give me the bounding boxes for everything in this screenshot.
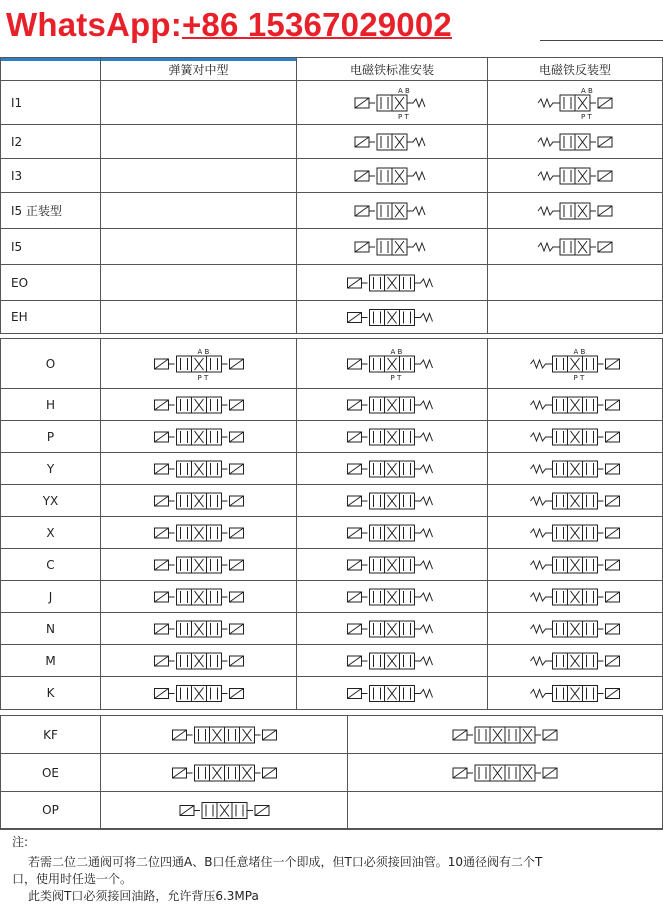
port-label-ab: A B (398, 86, 410, 95)
table-row (1, 549, 663, 581)
cell-standard-mount (297, 581, 488, 613)
row-label: OE (1, 754, 101, 792)
valve-symbol-icon (297, 614, 487, 644)
valve-symbol-icon (488, 126, 662, 158)
valve-symbol-icon (102, 550, 296, 580)
port-label-pt: P T (197, 373, 208, 382)
header-reverse-mount: 电磁铁反装型 (488, 58, 663, 81)
cell-reverse-mount (488, 81, 663, 125)
valve-symbol-icon (488, 550, 662, 580)
row-label: Y (1, 453, 101, 485)
valve-symbol-icon (488, 422, 662, 452)
valve-symbol-icon (102, 454, 296, 484)
valve-symbol-icon (297, 550, 487, 580)
valve-symbol-icon (297, 582, 487, 612)
cell-standard-mount (101, 754, 348, 792)
table-row (1, 581, 663, 613)
cell-spring-centered (101, 159, 297, 193)
cell-reverse-mount (348, 792, 663, 829)
cell-spring-centered (101, 81, 297, 125)
row-label: K (1, 677, 101, 710)
cell-standard-mount (297, 193, 488, 229)
cell-reverse-mount (488, 159, 663, 193)
valve-symbol-icon (355, 755, 655, 791)
row-label: X (1, 517, 101, 549)
valve-symbol-icon (297, 486, 487, 516)
row-label: I5 正装型 (1, 193, 101, 229)
cell-reverse-mount (488, 677, 663, 710)
valve-symbol-icon (488, 160, 662, 192)
row-label: YX (1, 485, 101, 517)
cell-standard-mount (297, 159, 488, 193)
valve-symbol-icon (297, 302, 487, 333)
cell-reverse-mount (488, 389, 663, 421)
valve-symbol-icon (297, 82, 487, 124)
whatsapp-label: WhatsApp: (6, 6, 182, 43)
table-row (1, 517, 663, 549)
cell-standard-mount (297, 339, 488, 389)
table-header-row (1, 58, 663, 81)
cell-standard-mount (297, 125, 488, 159)
cell-reverse-mount (488, 125, 663, 159)
cell-spring-centered (101, 265, 297, 301)
valve-symbol-icon (102, 717, 347, 753)
cell-spring-centered (101, 193, 297, 229)
valve-table-section1 (0, 57, 663, 334)
cell-spring-centered (101, 645, 297, 677)
valve-symbol-icon (488, 230, 662, 264)
table-row (1, 421, 663, 453)
valve-symbol-icon (488, 646, 662, 676)
cell-spring-centered (101, 229, 297, 265)
table-row (1, 677, 663, 710)
valve-symbol-icon (297, 422, 487, 452)
cell-standard-mount (297, 453, 488, 485)
cell-standard-mount (101, 716, 348, 754)
valve-symbol-icon (355, 717, 655, 753)
valve-symbol-icon (102, 486, 296, 516)
table-row (1, 125, 663, 159)
valve-symbol-icon (488, 390, 662, 420)
valve-symbol-icon (297, 678, 487, 709)
valve-symbol-icon (297, 340, 487, 388)
valve-symbol-icon (297, 646, 487, 676)
note-line-3: 此类阀T口必须接回油路，允许背压6.3MPa (28, 889, 259, 903)
cell-reverse-mount (488, 229, 663, 265)
port-label-pt: P T (398, 112, 409, 121)
valve-symbol-icon (102, 793, 347, 828)
cell-reverse-mount (348, 716, 663, 754)
cell-spring-centered (101, 125, 297, 159)
cell-reverse-mount (488, 517, 663, 549)
table-row (1, 645, 663, 677)
cell-reverse-mount (488, 339, 663, 389)
cell-reverse-mount (488, 265, 663, 301)
row-label: I3 (1, 159, 101, 193)
valve-symbol-icon (488, 486, 662, 516)
note-line-1: 若需二位二通阀可将二位四通A、B口任意堵住一个即成，但T口必须接回油管。10通径阀有二个T (28, 855, 543, 869)
valve-symbol-icon (297, 454, 487, 484)
valve-symbol-icon (488, 678, 662, 709)
valve-symbol-icon (297, 266, 487, 300)
valve-table-section3 (0, 715, 663, 829)
cell-standard-mount (297, 485, 488, 517)
cell-reverse-mount (488, 193, 663, 229)
cell-standard-mount (297, 301, 488, 334)
valve-symbol-icon (102, 340, 296, 388)
row-label: I1 (1, 81, 101, 125)
cell-reverse-mount (488, 421, 663, 453)
cell-standard-mount (297, 81, 488, 125)
table-row (1, 389, 663, 421)
valve-symbol-icon (297, 194, 487, 228)
row-label: J (1, 581, 101, 613)
valve-symbol-icon (102, 390, 296, 420)
table-row (1, 613, 663, 645)
row-label: EO (1, 265, 101, 301)
row-label: I5 (1, 229, 101, 265)
header-rule (540, 40, 663, 41)
cell-standard-mount (297, 549, 488, 581)
port-label-pt: P T (390, 373, 402, 382)
cell-reverse-mount (488, 485, 663, 517)
row-label: M (1, 645, 101, 677)
valve-symbol-icon (102, 678, 296, 709)
cell-standard-mount (297, 389, 488, 421)
cell-spring-centered (101, 453, 297, 485)
header-blank (1, 58, 101, 81)
cell-spring-centered (101, 677, 297, 710)
table-row (1, 265, 663, 301)
port-label-ab: A B (581, 86, 593, 95)
table-row (1, 193, 663, 229)
valve-symbol-icon (297, 518, 487, 548)
whatsapp-number[interactable]: +86 15367029002 (181, 6, 452, 43)
row-label: O (1, 339, 101, 389)
note-title: 注: (12, 835, 29, 849)
cell-spring-centered (101, 613, 297, 645)
valve-symbol-icon (488, 82, 662, 124)
cell-reverse-mount (348, 754, 663, 792)
valve-symbol-icon (102, 614, 296, 644)
table-row (1, 485, 663, 517)
table-row (1, 81, 663, 125)
valve-symbol-icon (488, 614, 662, 644)
notes-section (0, 829, 663, 903)
table-row (1, 792, 663, 829)
cell-standard-mount (297, 645, 488, 677)
cell-spring-centered (101, 517, 297, 549)
cell-spring-centered (101, 485, 297, 517)
table-row (1, 301, 663, 334)
row-label: H (1, 389, 101, 421)
header-spring-centered: 弹簧对中型 (101, 58, 297, 81)
port-label-ab: A B (390, 347, 403, 356)
row-label: P (1, 421, 101, 453)
valve-symbol-icon (102, 518, 296, 548)
row-label: C (1, 549, 101, 581)
cell-reverse-mount (488, 581, 663, 613)
row-label: KF (1, 716, 101, 754)
row-label: N (1, 613, 101, 645)
port-label-ab: A B (573, 347, 586, 356)
header-standard-mount: 电磁铁标准安装 (297, 58, 488, 81)
cell-spring-centered (101, 301, 297, 334)
cell-standard-mount (297, 613, 488, 645)
valve-symbol-icon (297, 390, 487, 420)
cell-standard-mount (297, 677, 488, 710)
valve-symbol-icon (488, 582, 662, 612)
table-row (1, 159, 663, 193)
note-line-2: 口，使用时任选一个。 (12, 872, 133, 886)
row-label: OP (1, 792, 101, 829)
port-label-ab: A B (197, 347, 209, 356)
table-row (1, 229, 663, 265)
table-row (1, 453, 663, 485)
valve-symbol-icon (297, 160, 487, 192)
valve-symbol-icon (102, 646, 296, 676)
row-label: I2 (1, 125, 101, 159)
table-row (1, 754, 663, 792)
cell-reverse-mount (488, 301, 663, 334)
valve-symbol-icon (102, 422, 296, 452)
valve-symbol-icon (488, 340, 662, 388)
cell-standard-mount (297, 265, 488, 301)
cell-standard-mount (297, 421, 488, 453)
table-row (1, 339, 663, 389)
valve-symbol-icon (488, 518, 662, 548)
valve-symbol-icon (488, 454, 662, 484)
table-row (1, 716, 663, 754)
valve-symbol-icon (102, 582, 296, 612)
cell-reverse-mount (488, 645, 663, 677)
valve-symbol-icon (297, 230, 487, 264)
cell-spring-centered (101, 389, 297, 421)
port-label-pt: P T (573, 373, 585, 382)
cell-spring-centered (101, 549, 297, 581)
cell-standard-mount (297, 517, 488, 549)
cell-reverse-mount (488, 453, 663, 485)
cell-spring-centered (101, 581, 297, 613)
row-label: EH (1, 301, 101, 334)
cell-reverse-mount (488, 549, 663, 581)
cell-reverse-mount (488, 613, 663, 645)
valve-symbol-icon (102, 755, 347, 791)
cell-spring-centered (101, 339, 297, 389)
valve-symbol-icon (297, 126, 487, 158)
valve-table-section2 (0, 338, 663, 710)
valve-symbol-icon (488, 194, 662, 228)
port-label-pt: P T (581, 112, 592, 121)
cell-standard-mount (101, 792, 348, 829)
cell-standard-mount (297, 229, 488, 265)
whatsapp-banner (6, 6, 452, 44)
cell-spring-centered (101, 421, 297, 453)
